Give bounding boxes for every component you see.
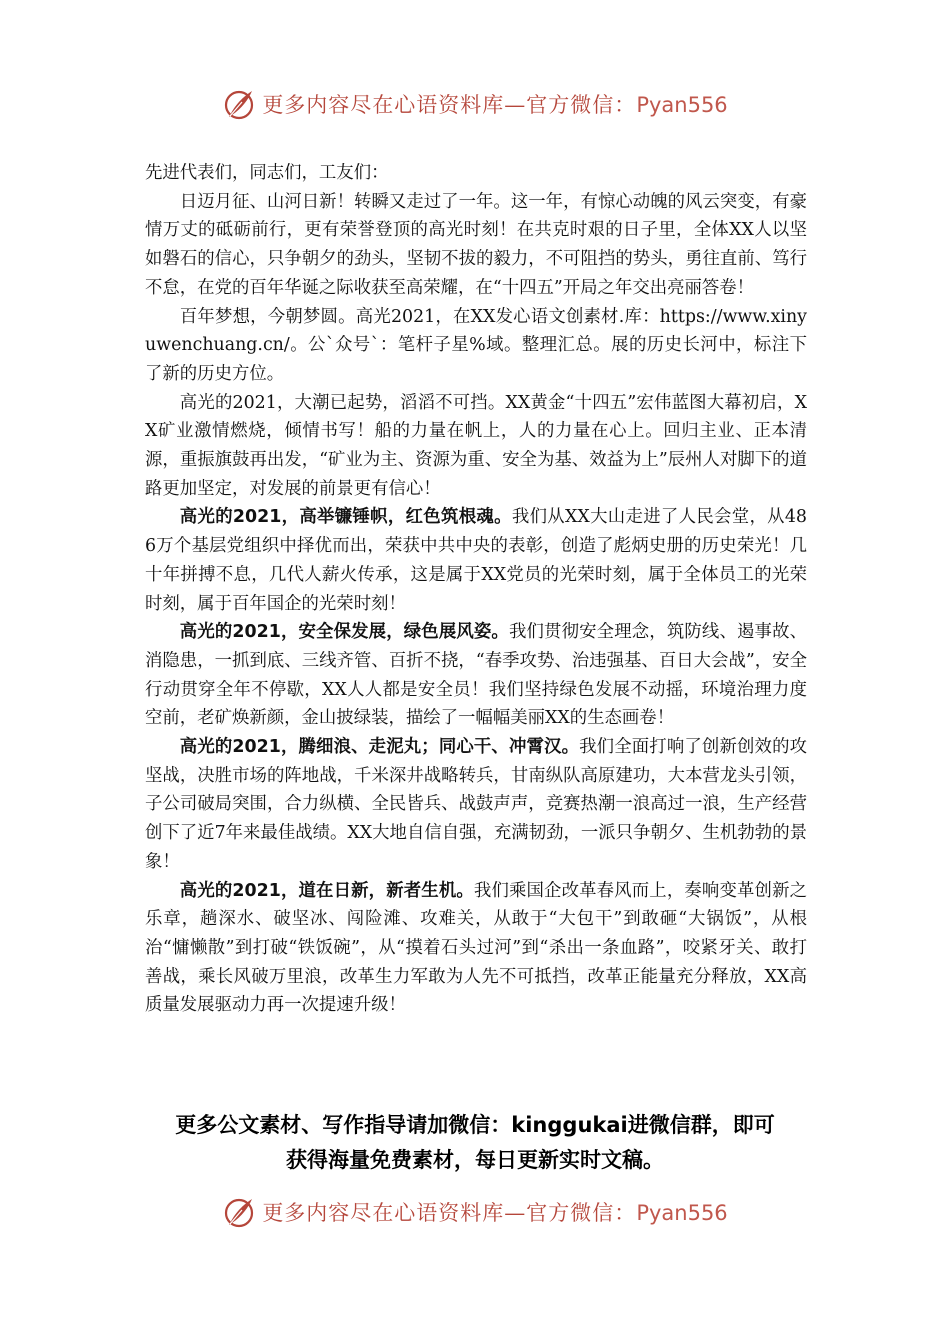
paragraph-5-lead: 高光的2021，安全保发展，绿色展风姿。 [179, 622, 509, 643]
quill-pen-logo-icon [222, 87, 256, 121]
paragraph-5-body: 我们贯彻安全理念，筑防线、遏事故、消隐患，一抓到底、三线齐管、百折不挠，“春季攻势、治违强基、百日大会战”，安全行动贯穿全年不停歇，XX人人都是安全员！我们坚持绿色发展不动摇，环境治理力度空前，老矿焕新颜，金山披绿装，描绘了一幅幅美丽XX的生态画卷！ [145, 622, 807, 729]
document-body [145, 159, 807, 1020]
quill-pen-logo-icon [222, 1195, 256, 1229]
paragraph-4-lead: 高光的2021，高举镰锤帜，红色筑根魂。 [179, 507, 512, 528]
paragraph-4 [145, 503, 807, 618]
salutation: 先进代表们，同志们，工友们： [145, 163, 389, 183]
paragraph-4-body: 我们从XX大山走进了人民会堂，从486万个基层党组织中择优而出，荣获中共中央的表彰，创造了彪炳史册的历史荣光！几十年拼搏不息，几代人薪火传承，这是属于XX党员的光荣时刻，属于全体员工的光荣时刻，属于百年国企的光荣时刻！ [145, 507, 807, 614]
header-banner [0, 84, 950, 124]
paragraph-7 [145, 877, 807, 1021]
footer-banner [0, 1192, 950, 1232]
header-banner-text: 更多内容尽在心语资料库—官方微信：Pyan556 [262, 93, 728, 117]
paragraph-5 [145, 618, 807, 733]
header-wechat-id: Pyan556 [636, 93, 728, 117]
paragraph-1: 日迈月征、山河日新！转瞬又走过了一年。这一年，有惊心动魄的风云突变，有豪情万丈的砥砺前行，更有荣誉登顶的高光时刻！在共克时艰的日子里，全体XX人以坚如磐石的信心，只争朝夕的劲头，坚韧不拔的毅力，不可阻挡的势头，勇往直前、笃行不怠，在党的百年华诞之际收获至高荣耀，在“十四五”开局之年交出亮丽答卷！ [145, 191, 807, 298]
promo-line-1: 更多公文素材、写作指导请加微信：kinggukai进微信群，即可 [175, 1113, 775, 1137]
paragraph-6-lead: 高光的2021，腾细浪、走泥丸；同心干、冲霄汉。 [179, 737, 580, 758]
footer-wechat-id: Pyan556 [636, 1201, 728, 1225]
paragraph-2: 百年梦想，今朝梦圆。高光2021，在XX发心语文创素材.库：https://www.xinyuwenchuang.cn/。公`众号`：笔杆子星%域。整理汇总。展的历史长河中，标注下了新的历史方位。 [145, 306, 807, 384]
paragraph-7-body: 我们乘国企改革春风而上，奏响变革创新之乐章，趟深水、破坚冰、闯险滩、攻难关，从敢于“大包干”到敢砸“大锅饭”，从根治“慵懒散”到打破“铁饭碗”，从“摸着石头过河”到“杀出一条血路”，咬紧牙关、敢打善战，乘长风破万里浪，改革生力军敢为人先不可抵挡，改革正能量充分释放，XX高质量发展驱动力再一次提速升级！ [145, 880, 807, 1016]
paragraph-3: 高光的2021，大潮已起势，滔滔不可挡。XX黄金“十四五”宏伟蓝图大幕初启，XX矿业激情燃烧，倾情书写！船的力量在帆上，人的力量在心上。回归主业、正本清源，重振旗鼓再出发，“矿业为主、资源为重、安全为基、效益为上”辰州人对脚下的道路更加坚定，对发展的前景更有信心！ [145, 392, 807, 499]
paragraph-6 [145, 733, 807, 877]
promo-notice [0, 1108, 950, 1178]
promo-line-2: 获得海量免费素材，每日更新实时文稿。 [286, 1148, 664, 1172]
paragraph-6-body: 我们全面打响了创新创效的攻坚战，决胜市场的阵地战，千米深井战略转兵，甘南纵队高原建功，大本营龙头引领，子公司破局突围，合力纵横、全民皆兵、战鼓声声，竞赛热潮一浪高过一浪，生产经营创下了近7年来最佳战绩。XX大地自信自强，充满韧劲，一派只争朝夕、生机勃勃的景象！ [145, 737, 807, 872]
paragraph-7-lead: 高光的2021，道在日新，新者生机。 [179, 880, 474, 901]
footer-banner-text: 更多内容尽在心语资料库—官方微信：Pyan556 [262, 1201, 728, 1225]
